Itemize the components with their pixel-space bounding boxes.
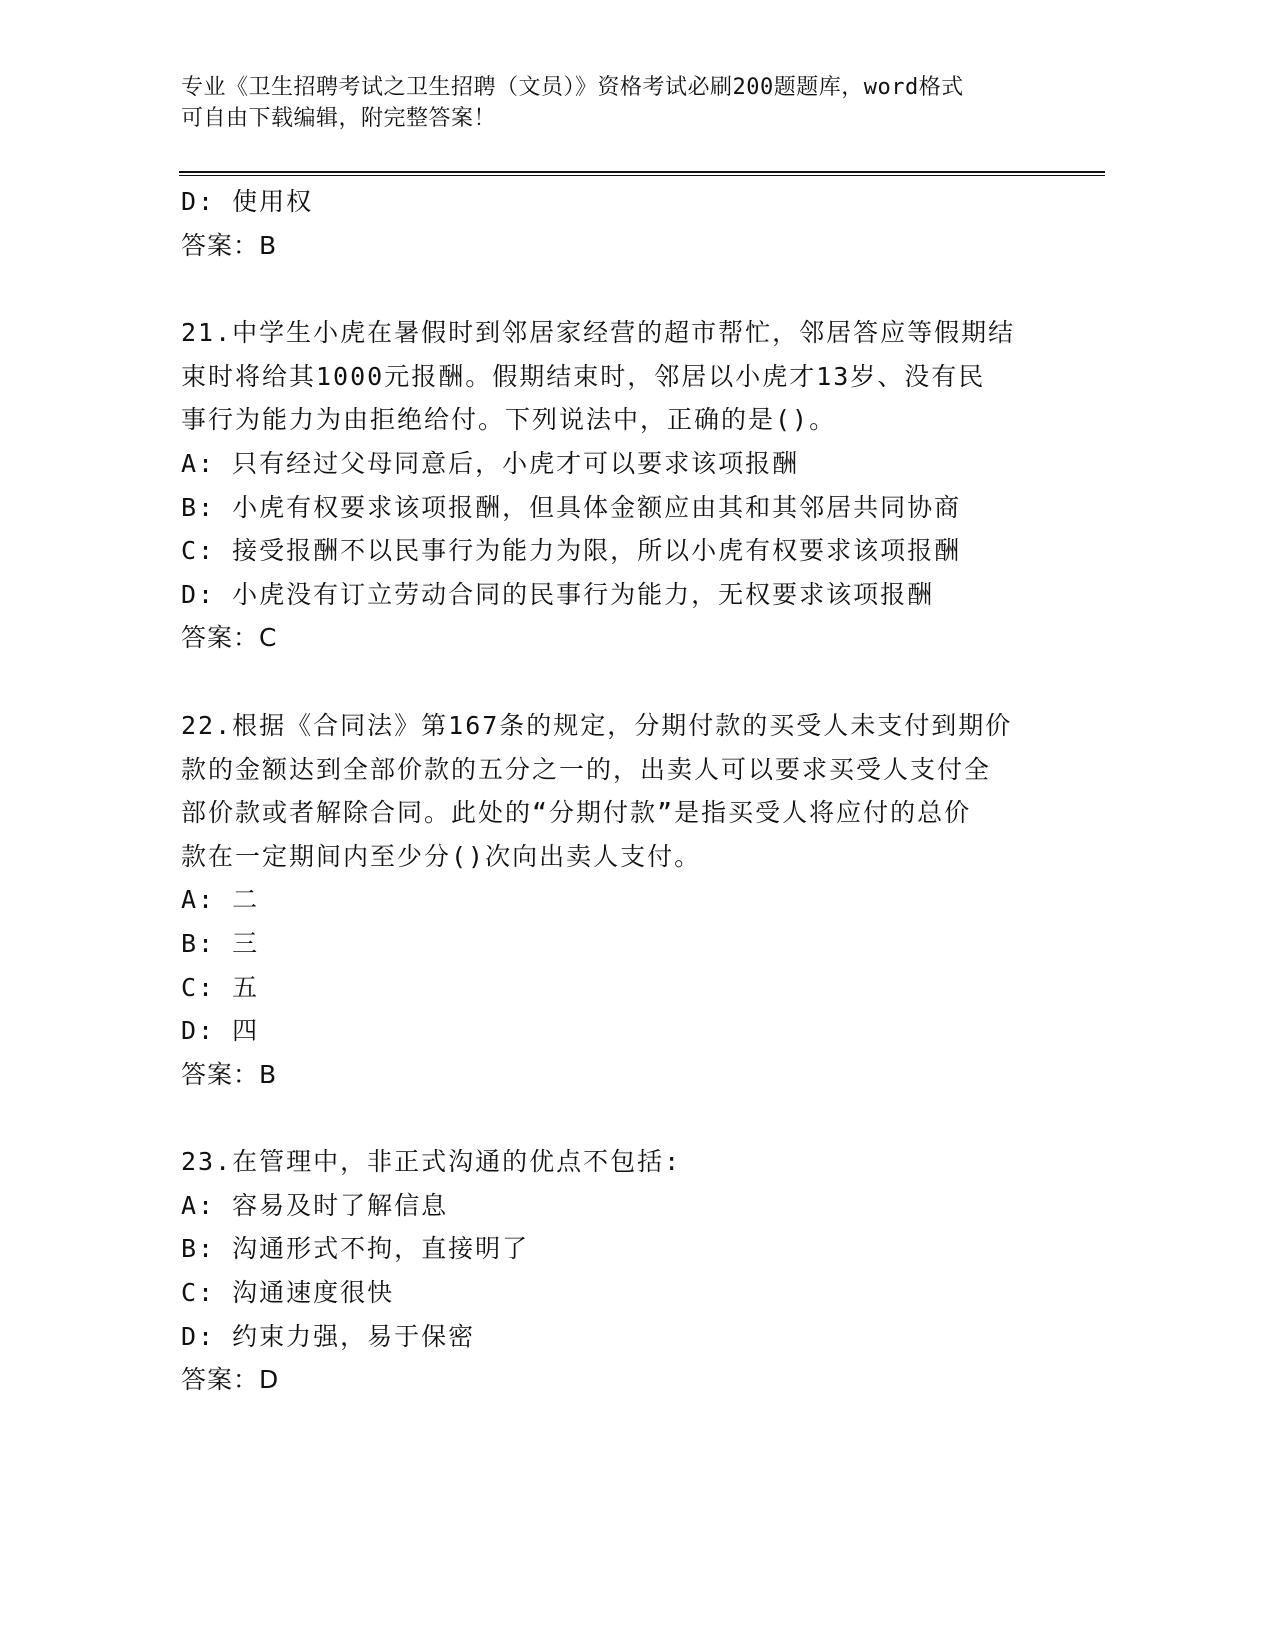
question-stem-line: 部价款或者解除合同。此处的“分期付款”是指买受人将应付的总价 (181, 798, 972, 828)
option-c: C: 沟通速度很快 (181, 1278, 395, 1308)
answer-line: 答案：C (181, 623, 278, 653)
option-b: B: 沟通形式不拘，直接明了 (181, 1234, 530, 1264)
option-b: B: 三 (181, 928, 260, 958)
option-d: D: 四 (181, 1016, 260, 1046)
question-20-tail (181, 180, 1081, 267)
option-a: A: 只有经过父母同意后，小虎才可以要求该项报酬 (181, 448, 800, 478)
question-stem-line: 款在一定期间内至少分()次向出卖人支付。 (181, 841, 702, 871)
answer-line: 答案：B (181, 1059, 278, 1089)
question-content (181, 180, 1081, 1402)
question-stem-line: 束时将给其1000元报酬。假期结束时，邻居以小虎才13岁、没有民 (181, 361, 986, 391)
question-stem-line: 22.根据《合同法》第167条的规定，分期付款的买受人未支付到期价 (181, 710, 1013, 740)
page-header (181, 72, 1081, 134)
spacer (181, 660, 1081, 704)
option-c: C: 接受报酬不以民事行为能力为限，所以小虎有权要求该项报酬 (181, 536, 962, 566)
option-d: D: 约束力强，易于保密 (181, 1321, 476, 1351)
header-rule-thin (179, 175, 1105, 176)
question-stem-line: 事行为能力为由拒绝给付。下列说法中，正确的是()。 (181, 405, 837, 435)
answer-line: 答案：D (181, 1365, 280, 1395)
option-a: A: 容易及时了解信息 (181, 1190, 449, 1220)
option-b: B: 小虎有权要求该项报酬，但具体金额应由其和其邻居共同协商 (181, 492, 962, 522)
question-stem-line: 21.中学生小虎在暑假时到邻居家经营的超市帮忙，邻居答应等假期结 (181, 318, 1016, 348)
answer-line: 答案：B (181, 230, 278, 260)
spacer (181, 267, 1081, 311)
question-stem-line: 款的金额达到全部价款的五分之一的，出卖人可以要求买受人支付全 (181, 754, 992, 784)
option-c: C: 五 (181, 972, 260, 1002)
question-21 (181, 311, 1081, 660)
question-23 (181, 1140, 1081, 1402)
option-a: A: 二 (181, 885, 260, 915)
question-22 (181, 704, 1081, 1096)
question-stem-line: 23.在管理中，非正式沟通的优点不包括: (181, 1147, 682, 1177)
header-title-line-2: 可自由下载编辑，附完整答案！ (181, 106, 497, 131)
spacer (181, 1096, 1081, 1140)
option-d: D: 小虎没有订立劳动合同的民事行为能力，无权要求该项报酬 (181, 579, 935, 609)
option-d: D: 使用权 (181, 187, 314, 216)
header-title-line-1: 专业《卫生招聘考试之卫生招聘（文员）》资格考试必刷200题题库，word格式 (181, 75, 964, 100)
header-rule-thick (179, 171, 1105, 173)
